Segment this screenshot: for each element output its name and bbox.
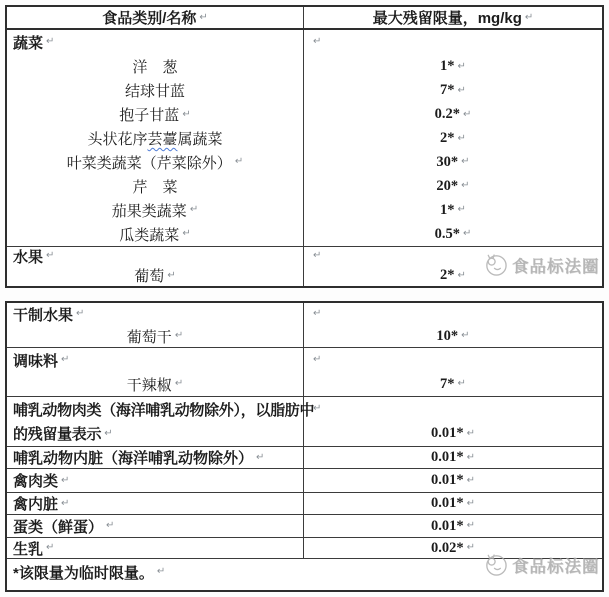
food-item: 叶菜类蔬菜（芹菜除外） bbox=[66, 154, 232, 172]
table-row-poultry-meat bbox=[7, 469, 602, 493]
fruit-value-cell bbox=[304, 247, 602, 286]
vegetables-value-cell bbox=[304, 30, 602, 246]
pilcrow-icon: ↵ bbox=[61, 354, 70, 365]
pilcrow-icon: ↵ bbox=[61, 497, 70, 509]
food-item: 葡萄干 bbox=[126, 328, 172, 346]
pilcrow-icon: ↵ bbox=[466, 497, 475, 509]
food-item: 葡萄 bbox=[134, 268, 165, 285]
pilcrow-icon: ↵ bbox=[466, 520, 475, 531]
food-item: 洋 葱 bbox=[132, 59, 178, 77]
pilcrow-icon: ↵ bbox=[457, 84, 466, 96]
table-header-row bbox=[7, 7, 602, 30]
eggs-name-cell bbox=[7, 515, 304, 537]
dried-fruit-value-cell bbox=[304, 303, 602, 347]
limit-value: 0.01* bbox=[430, 495, 464, 511]
food-item: 禽内脏 bbox=[13, 496, 59, 513]
limit-value: 0.02* bbox=[430, 539, 464, 556]
fruit-name-cell bbox=[7, 247, 304, 286]
mrl-table-upper bbox=[5, 5, 604, 288]
limit-value: 0.01* bbox=[430, 472, 464, 488]
pilcrow-icon: ↵ bbox=[174, 378, 184, 389]
mrl-table-lower bbox=[5, 301, 604, 592]
mammal-offal-value-cell bbox=[304, 447, 602, 468]
table-row-mammal-meat bbox=[7, 397, 602, 447]
pilcrow-icon: ↵ bbox=[46, 250, 55, 261]
food-item: 结球甘蓝 bbox=[124, 83, 185, 101]
table-row-mammal-offal bbox=[7, 447, 602, 469]
category-label-condiments: 调味料 bbox=[13, 352, 59, 370]
food-item: 瓜类蔬菜 bbox=[119, 226, 180, 244]
poultry-offal-value-cell bbox=[304, 493, 602, 514]
pilcrow-icon: ↵ bbox=[313, 308, 322, 319]
mammal-meat-value-cell bbox=[304, 397, 602, 446]
poultry-meat-name-cell bbox=[7, 469, 304, 492]
mammal-offal-name-cell bbox=[7, 447, 304, 468]
poultry-offal-name-cell bbox=[7, 493, 304, 514]
category-label-fruit: 水果 bbox=[13, 248, 44, 266]
raw-milk-name-cell bbox=[7, 538, 304, 558]
category-label-vegetables: 蔬菜 bbox=[13, 34, 44, 52]
pilcrow-icon: ↵ bbox=[182, 108, 191, 120]
dried-fruit-name-cell bbox=[7, 303, 304, 347]
pilcrow-icon: ↵ bbox=[313, 36, 322, 48]
pilcrow-icon: ↵ bbox=[457, 204, 466, 216]
watermark-text: 食品标法圈 bbox=[512, 257, 600, 276]
pilcrow-icon: ↵ bbox=[457, 378, 466, 389]
header-food-category-label: 食品类别/名称 bbox=[102, 10, 197, 27]
raw-milk-value-cell bbox=[304, 538, 602, 558]
pilcrow-icon: ↵ bbox=[466, 427, 475, 439]
table-row-fruit bbox=[7, 247, 602, 286]
pilcrow-icon: ↵ bbox=[461, 180, 470, 192]
footnote-text: *该限量为临时限量。 bbox=[13, 564, 154, 582]
pilcrow-icon: ↵ bbox=[174, 330, 184, 341]
pilcrow-icon: ↵ bbox=[313, 403, 322, 415]
watermark-text: 食品标法圈 bbox=[512, 557, 600, 576]
pilcrow-icon: ↵ bbox=[466, 542, 475, 553]
pilcrow-icon: ↵ bbox=[104, 427, 113, 439]
footnote-row bbox=[7, 559, 602, 585]
food-item: 禽肉类 bbox=[13, 473, 59, 490]
pilcrow-icon: ↵ bbox=[462, 228, 472, 240]
pilcrow-icon: ↵ bbox=[313, 354, 322, 365]
pilcrow-icon: ↵ bbox=[61, 474, 70, 486]
poultry-meat-value-cell bbox=[304, 469, 602, 492]
pilcrow-icon: ↵ bbox=[189, 204, 199, 216]
food-item: 茄果类蔬菜 bbox=[111, 202, 187, 220]
pilcrow-icon: ↵ bbox=[182, 228, 191, 240]
condiments-name-cell bbox=[7, 348, 304, 396]
limit-value: 0.01* bbox=[430, 425, 464, 442]
condiments-value-cell bbox=[304, 348, 602, 396]
pilcrow-icon: ↵ bbox=[76, 308, 85, 319]
food-item: 的残留量表示 bbox=[13, 426, 102, 444]
food-item: 芹 菜 bbox=[132, 178, 178, 196]
pilcrow-icon: ↵ bbox=[457, 269, 466, 281]
pilcrow-icon: ↵ bbox=[457, 60, 466, 72]
header-cell-limit bbox=[304, 7, 602, 28]
limit-value: 0.01* bbox=[430, 517, 464, 534]
mammal-meat-name-cell bbox=[7, 397, 315, 446]
food-item: 生乳 bbox=[13, 540, 44, 558]
limit-value: 7* bbox=[440, 375, 455, 392]
category-label-dried-fruit: 干制水果 bbox=[13, 306, 74, 324]
pilcrow-icon: ↵ bbox=[466, 451, 475, 463]
pilcrow-icon: ↵ bbox=[457, 132, 466, 144]
table-row-eggs bbox=[7, 515, 602, 538]
pilcrow-icon: ↵ bbox=[156, 566, 166, 577]
limit-value: 0.5* bbox=[434, 225, 460, 242]
table-row-poultry-offal bbox=[7, 493, 602, 515]
table-row-dried-fruit bbox=[7, 303, 602, 348]
limit-value: 2* bbox=[440, 267, 455, 283]
pilcrow-icon: ↵ bbox=[461, 156, 470, 168]
limit-value: 1* bbox=[440, 58, 455, 75]
table-row-vegetables bbox=[7, 30, 602, 247]
pilcrow-icon: ↵ bbox=[199, 11, 208, 23]
limit-value: 1* bbox=[440, 201, 455, 218]
table-row-condiments bbox=[7, 348, 602, 397]
food-item: 属蔬菜 bbox=[177, 131, 223, 149]
pilcrow-icon: ↵ bbox=[524, 11, 534, 23]
eggs-value-cell bbox=[304, 515, 602, 537]
header-limit-label: 最大残留限量，mg/kg bbox=[372, 10, 522, 27]
pilcrow-icon: ↵ bbox=[167, 269, 176, 281]
limit-value: 2* bbox=[440, 130, 455, 147]
vegetables-name-cell bbox=[7, 30, 304, 246]
limit-value: 20* bbox=[436, 177, 459, 194]
food-item-spellcheck-squiggle: 芸薹 bbox=[147, 131, 178, 149]
pilcrow-icon: ↵ bbox=[466, 474, 475, 486]
pilcrow-icon: ↵ bbox=[234, 156, 244, 168]
pilcrow-icon: ↵ bbox=[46, 36, 55, 48]
limit-value: 0.2* bbox=[434, 106, 460, 123]
pilcrow-icon: ↵ bbox=[106, 520, 115, 531]
limit-value: 0.01* bbox=[430, 449, 464, 465]
table-row-raw-milk bbox=[7, 538, 602, 559]
limit-value: 10* bbox=[436, 327, 459, 344]
pilcrow-icon: ↵ bbox=[256, 451, 265, 463]
pilcrow-icon: ↵ bbox=[462, 108, 472, 120]
limit-value: 7* bbox=[440, 82, 455, 99]
food-item: 抱子甘蓝 bbox=[119, 107, 180, 125]
limit-value: 30* bbox=[436, 153, 459, 170]
food-item: 哺乳动物内脏（海洋哺乳动物除外） bbox=[13, 450, 254, 467]
header-cell-food-category bbox=[7, 7, 304, 28]
pilcrow-icon: ↵ bbox=[313, 250, 322, 261]
pilcrow-icon: ↵ bbox=[46, 542, 55, 553]
pilcrow-icon: ↵ bbox=[461, 330, 470, 341]
food-item: 干辣椒 bbox=[126, 376, 172, 394]
food-item: 蛋类（鲜蛋） bbox=[13, 518, 104, 536]
food-item: 哺乳动物肉类（海洋哺乳动物除外），以脂肪中 bbox=[13, 401, 315, 419]
food-item: 头状花序 bbox=[87, 131, 148, 149]
